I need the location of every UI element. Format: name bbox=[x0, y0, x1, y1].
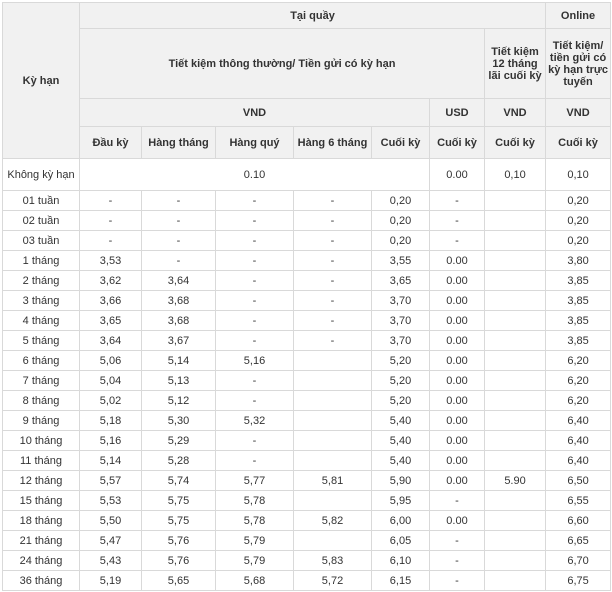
rate-cell-hang-6-thang: 5,81 bbox=[294, 471, 372, 491]
rate-cell-dau-ky: 5,06 bbox=[80, 351, 142, 371]
rate-cell-hang-6-thang: 5,72 bbox=[294, 571, 372, 591]
rate-cell-cuoi-ky-vnd: 5,20 bbox=[372, 391, 430, 411]
rate-cell-hang-6-thang bbox=[294, 411, 372, 431]
rate-cell-cuoi-ky-vnd: 3,70 bbox=[372, 331, 430, 351]
rate-cell-cuoi-ky-12 bbox=[485, 311, 546, 331]
term-cell: 15 tháng bbox=[3, 491, 80, 511]
rate-cell-dau-ky: 5,57 bbox=[80, 471, 142, 491]
rate-cell-hang-thang: 5,13 bbox=[142, 371, 216, 391]
header-currency-vnd-online: VND bbox=[546, 99, 611, 127]
rate-cell-cuoi-ky-12 bbox=[485, 391, 546, 411]
rate-cell-cuoi-ky-vnd: 5,90 bbox=[372, 471, 430, 491]
rate-cell-hang-quy: - bbox=[216, 311, 294, 331]
rate-cell-hang-6-thang: - bbox=[294, 251, 372, 271]
rate-cell-cuoi-ky-vnd: 3,70 bbox=[372, 291, 430, 311]
rate-cell-cuoi-ky-usd: 0.00 bbox=[430, 371, 485, 391]
rate-cell-cuoi-ky-online: 6,75 bbox=[546, 571, 611, 591]
rate-cell-cuoi-ky-12 bbox=[485, 531, 546, 551]
table-row bbox=[3, 411, 611, 431]
rate-cell-dau-ky: 5,14 bbox=[80, 451, 142, 471]
rate-cell-hang-thang: 5,30 bbox=[142, 411, 216, 431]
rate-cell-cuoi-ky-usd: 0.00 bbox=[430, 311, 485, 331]
rate-cell-hang-thang: 3,67 bbox=[142, 331, 216, 351]
term-cell: 5 tháng bbox=[3, 331, 80, 351]
rate-cell-hang-6-thang: 5,83 bbox=[294, 551, 372, 571]
table-row bbox=[3, 331, 611, 351]
rate-cell-dau-ky: 5,43 bbox=[80, 551, 142, 571]
table-row bbox=[3, 291, 611, 311]
rate-cell-cuoi-ky-usd: - bbox=[430, 551, 485, 571]
rate-cell-cuoi-ky-usd: 0.00 bbox=[430, 471, 485, 491]
rate-cell-hang-quy: 5,16 bbox=[216, 351, 294, 371]
col-header-dau-ky: Đầu kỳ bbox=[80, 127, 142, 159]
rate-cell-cuoi-ky-usd: 0.00 bbox=[430, 411, 485, 431]
rate-cell-cuoi-ky-online: 6,20 bbox=[546, 391, 611, 411]
rate-cell-hang-6-thang bbox=[294, 491, 372, 511]
table-row bbox=[3, 271, 611, 291]
table-row bbox=[3, 491, 611, 511]
rate-cell-cuoi-ky-12 bbox=[485, 251, 546, 271]
rate-cell-cuoi-ky-online: 3,85 bbox=[546, 311, 611, 331]
rate-cell-hang-6-thang: - bbox=[294, 311, 372, 331]
rate-cell-hang-6-thang: - bbox=[294, 291, 372, 311]
table-row bbox=[3, 211, 611, 231]
term-cell: 6 tháng bbox=[3, 351, 80, 371]
rate-cell-cuoi-ky-vnd: 6,10 bbox=[372, 551, 430, 571]
term-cell: 02 tuần bbox=[3, 211, 80, 231]
rate-cell-cuoi-ky-12 bbox=[485, 571, 546, 591]
rate-cell-cuoi-ky-12 bbox=[485, 291, 546, 311]
term-cell: 36 tháng bbox=[3, 571, 80, 591]
table-row bbox=[3, 431, 611, 451]
rate-cell-cuoi-ky-online: 6,65 bbox=[546, 531, 611, 551]
rate-cell-cuoi-ky-12 bbox=[485, 191, 546, 211]
rate-cell-cuoi-ky-12 bbox=[485, 491, 546, 511]
rate-cell-cuoi-ky-online: 6,70 bbox=[546, 551, 611, 571]
term-cell: 18 tháng bbox=[3, 511, 80, 531]
rate-cell-hang-thang: - bbox=[142, 191, 216, 211]
rate-cell-dau-ky: 5,02 bbox=[80, 391, 142, 411]
rate-cell-cuoi-ky-vnd: 3,55 bbox=[372, 251, 430, 271]
rate-cell-dau-ky: 5,04 bbox=[80, 371, 142, 391]
rate-cell-cuoi-ky-online: 6,20 bbox=[546, 371, 611, 391]
table-row bbox=[3, 531, 611, 551]
rate-cell-hang-thang: 5,76 bbox=[142, 551, 216, 571]
rate-cell-dau-ky: 3,53 bbox=[80, 251, 142, 271]
rate-cell-hang-quy: 5,78 bbox=[216, 491, 294, 511]
rate-cell-cuoi-ky-12 bbox=[485, 511, 546, 531]
rate-cell-hang-thang: 3,68 bbox=[142, 291, 216, 311]
rate-cell-cuoi-ky-12: 5.90 bbox=[485, 471, 546, 491]
rate-cell-cuoi-ky-online: 6,55 bbox=[546, 491, 611, 511]
rate-cell-hang-thang: 5,28 bbox=[142, 451, 216, 471]
interest-rate-table bbox=[2, 2, 611, 591]
rate-cell-cuoi-ky-online: 6,40 bbox=[546, 411, 611, 431]
term-cell: 12 tháng bbox=[3, 471, 80, 491]
rate-cell-cuoi-ky-usd: 0.00 bbox=[430, 431, 485, 451]
header-currency-vnd: VND bbox=[80, 99, 430, 127]
term-cell: 1 tháng bbox=[3, 251, 80, 271]
table-row bbox=[3, 451, 611, 471]
table-row bbox=[3, 371, 611, 391]
rate-cell-cuoi-ky-usd: 0.00 bbox=[430, 451, 485, 471]
rate-cell-cuoi-ky-online: 0,20 bbox=[546, 211, 611, 231]
rate-cell-hang-6-thang: - bbox=[294, 211, 372, 231]
col-header-hang-thang: Hàng tháng bbox=[142, 127, 216, 159]
rate-cell-cuoi-ky-12 bbox=[485, 371, 546, 391]
term-cell: 3 tháng bbox=[3, 291, 80, 311]
header-currency-usd: USD bbox=[430, 99, 485, 127]
rate-cell-cuoi-ky-vnd: 5,40 bbox=[372, 451, 430, 471]
term-cell: 01 tuần bbox=[3, 191, 80, 211]
rate-cell-dau-ky: 3,62 bbox=[80, 271, 142, 291]
col-header-hang-quy: Hàng quý bbox=[216, 127, 294, 159]
rate-cell-cuoi-ky-12 bbox=[485, 271, 546, 291]
term-cell: Không kỳ hạn bbox=[3, 159, 80, 191]
rate-cell-cuoi-ky-vnd: 6,00 bbox=[372, 511, 430, 531]
rate-cell-hang-quy: 5,68 bbox=[216, 571, 294, 591]
rate-cell-cuoi-ky-usd: - bbox=[430, 531, 485, 551]
rate-cell-cuoi-ky-usd: - bbox=[430, 491, 485, 511]
term-cell: 4 tháng bbox=[3, 311, 80, 331]
rate-cell-cuoi-ky-vnd: 3,65 bbox=[372, 271, 430, 291]
rate-cell-cuoi-ky-vnd: 6,05 bbox=[372, 531, 430, 551]
rate-cell-hang-quy: - bbox=[216, 451, 294, 471]
rate-cell-hang-quy: 5,77 bbox=[216, 471, 294, 491]
rate-cell-dau-ky: 5,50 bbox=[80, 511, 142, 531]
rate-cell-khong-ky-han-12: 0,10 bbox=[485, 159, 546, 191]
rate-cell-dau-ky: 5,16 bbox=[80, 431, 142, 451]
rate-cell-cuoi-ky-online: 3,85 bbox=[546, 271, 611, 291]
col-header-cuoi-ky-online: Cuối kỳ bbox=[546, 127, 611, 159]
rate-cell-cuoi-ky-usd: 0.00 bbox=[430, 291, 485, 311]
rate-cell-cuoi-ky-12 bbox=[485, 331, 546, 351]
rate-cell-hang-thang: 5,74 bbox=[142, 471, 216, 491]
rate-cell-khong-ky-han-online: 0,10 bbox=[546, 159, 611, 191]
rate-cell-hang-thang: - bbox=[142, 211, 216, 231]
rate-cell-cuoi-ky-usd: 0.00 bbox=[430, 351, 485, 371]
rate-cell-hang-6-thang: - bbox=[294, 191, 372, 211]
rate-cell-hang-6-thang: - bbox=[294, 331, 372, 351]
rate-cell-cuoi-ky-12 bbox=[485, 411, 546, 431]
rate-cell-hang-thang: 5,76 bbox=[142, 531, 216, 551]
rate-cell-dau-ky: - bbox=[80, 211, 142, 231]
table-row bbox=[3, 191, 611, 211]
rate-cell-cuoi-ky-12 bbox=[485, 351, 546, 371]
table-row bbox=[3, 391, 611, 411]
rate-cell-hang-quy: - bbox=[216, 191, 294, 211]
rate-cell-cuoi-ky-online: 0,20 bbox=[546, 231, 611, 251]
rate-cell-hang-thang: 3,68 bbox=[142, 311, 216, 331]
rate-cell-cuoi-ky-online: 6,40 bbox=[546, 431, 611, 451]
rate-cell-cuoi-ky-online: 3,85 bbox=[546, 331, 611, 351]
rate-cell-cuoi-ky-12 bbox=[485, 431, 546, 451]
rate-cell-dau-ky: 5,47 bbox=[80, 531, 142, 551]
table-row bbox=[3, 551, 611, 571]
col-header-cuoi-ky-usd: Cuối kỳ bbox=[430, 127, 485, 159]
rate-cell-cuoi-ky-12 bbox=[485, 211, 546, 231]
rate-cell-cuoi-ky-vnd: 6,15 bbox=[372, 571, 430, 591]
rate-cell-dau-ky: - bbox=[80, 231, 142, 251]
rate-cell-hang-thang: 5,12 bbox=[142, 391, 216, 411]
rate-cell-hang-quy: - bbox=[216, 271, 294, 291]
rate-cell-khong-ky-han-usd: 0.00 bbox=[430, 159, 485, 191]
rate-cell-cuoi-ky-12 bbox=[485, 231, 546, 251]
rate-cell-cuoi-ky-usd: - bbox=[430, 571, 485, 591]
rate-cell-hang-6-thang: 5,82 bbox=[294, 511, 372, 531]
rate-cell-cuoi-ky-usd: - bbox=[430, 211, 485, 231]
header-currency-vnd-12: VND bbox=[485, 99, 546, 127]
rate-cell-hang-quy: 5,78 bbox=[216, 511, 294, 531]
rate-cell-dau-ky: 5,53 bbox=[80, 491, 142, 511]
rate-cell-hang-thang: - bbox=[142, 231, 216, 251]
rate-cell-cuoi-ky-usd: 0.00 bbox=[430, 331, 485, 351]
rate-cell-cuoi-ky-online: 6,40 bbox=[546, 451, 611, 471]
rate-cell-cuoi-ky-12 bbox=[485, 451, 546, 471]
header-ky-han: Kỳ hạn bbox=[3, 3, 80, 159]
rate-cell-hang-thang: 3,64 bbox=[142, 271, 216, 291]
rate-cell-hang-thang: 5,65 bbox=[142, 571, 216, 591]
rate-cell-hang-quy: 5,79 bbox=[216, 531, 294, 551]
rate-cell-hang-6-thang bbox=[294, 531, 372, 551]
term-cell: 03 tuần bbox=[3, 231, 80, 251]
rate-cell-cuoi-ky-usd: 0.00 bbox=[430, 271, 485, 291]
rate-cell-hang-quy: 5,32 bbox=[216, 411, 294, 431]
rate-cell-hang-6-thang: - bbox=[294, 271, 372, 291]
rate-cell-hang-6-thang bbox=[294, 451, 372, 471]
rate-cell-dau-ky: 5,18 bbox=[80, 411, 142, 431]
rate-cell-cuoi-ky-usd: - bbox=[430, 191, 485, 211]
table-row-khong-ky-han bbox=[3, 159, 611, 191]
rate-cell-khong-ky-han-vnd: 0.10 bbox=[80, 159, 430, 191]
col-header-cuoi-ky-vnd: Cuối kỳ bbox=[372, 127, 430, 159]
rate-cell-cuoi-ky-usd: 0.00 bbox=[430, 251, 485, 271]
rate-cell-hang-quy: - bbox=[216, 291, 294, 311]
term-cell: 7 tháng bbox=[3, 371, 80, 391]
rate-cell-hang-6-thang bbox=[294, 371, 372, 391]
rate-cell-cuoi-ky-online: 3,85 bbox=[546, 291, 611, 311]
table-row bbox=[3, 511, 611, 531]
rate-cell-dau-ky: 3,64 bbox=[80, 331, 142, 351]
rate-cell-hang-quy: - bbox=[216, 391, 294, 411]
term-cell: 2 tháng bbox=[3, 271, 80, 291]
rate-cell-hang-6-thang bbox=[294, 351, 372, 371]
rate-cell-cuoi-ky-vnd: 5,95 bbox=[372, 491, 430, 511]
term-cell: 9 tháng bbox=[3, 411, 80, 431]
table-row bbox=[3, 251, 611, 271]
rate-cell-hang-quy: - bbox=[216, 431, 294, 451]
rate-cell-cuoi-ky-usd: 0.00 bbox=[430, 391, 485, 411]
header-tai-quay: Tại quầy bbox=[80, 3, 546, 29]
rate-cell-hang-quy: - bbox=[216, 231, 294, 251]
rate-cell-hang-thang: 5,14 bbox=[142, 351, 216, 371]
table-row bbox=[3, 311, 611, 331]
table-row bbox=[3, 571, 611, 591]
rate-cell-cuoi-ky-vnd: 5,20 bbox=[372, 351, 430, 371]
table-row bbox=[3, 231, 611, 251]
rate-cell-cuoi-ky-12 bbox=[485, 551, 546, 571]
rate-table-body bbox=[3, 159, 611, 591]
rate-cell-cuoi-ky-online: 3,80 bbox=[546, 251, 611, 271]
rate-cell-cuoi-ky-usd: 0.00 bbox=[430, 511, 485, 531]
rate-cell-hang-6-thang bbox=[294, 431, 372, 451]
rate-cell-cuoi-ky-vnd: 0,20 bbox=[372, 211, 430, 231]
rate-cell-hang-quy: 5,79 bbox=[216, 551, 294, 571]
rate-cell-dau-ky: - bbox=[80, 191, 142, 211]
rate-cell-cuoi-ky-vnd: 0,20 bbox=[372, 231, 430, 251]
table-row bbox=[3, 471, 611, 491]
col-header-cuoi-ky-12: Cuối kỳ bbox=[485, 127, 546, 159]
rate-cell-cuoi-ky-online: 0,20 bbox=[546, 191, 611, 211]
rate-cell-cuoi-ky-online: 6,20 bbox=[546, 351, 611, 371]
term-cell: 11 tháng bbox=[3, 451, 80, 471]
rate-cell-hang-thang: 5,75 bbox=[142, 491, 216, 511]
rate-cell-hang-6-thang bbox=[294, 391, 372, 411]
rate-cell-hang-thang: 5,75 bbox=[142, 511, 216, 531]
header-online: Online bbox=[546, 3, 611, 29]
rate-cell-cuoi-ky-online: 6,50 bbox=[546, 471, 611, 491]
rate-cell-cuoi-ky-vnd: 3,70 bbox=[372, 311, 430, 331]
rate-cell-cuoi-ky-online: 6,60 bbox=[546, 511, 611, 531]
col-header-hang-6-thang: Hàng 6 tháng bbox=[294, 127, 372, 159]
term-cell: 8 tháng bbox=[3, 391, 80, 411]
header-tiet-kiem-truc-tuyen: Tiết kiệm/ tiền gửi có kỳ hạn trực tuyến bbox=[546, 29, 611, 99]
rate-cell-hang-quy: - bbox=[216, 331, 294, 351]
table-row bbox=[3, 351, 611, 371]
rate-cell-hang-6-thang: - bbox=[294, 231, 372, 251]
rate-cell-dau-ky: 3,66 bbox=[80, 291, 142, 311]
rate-cell-dau-ky: 3,65 bbox=[80, 311, 142, 331]
rate-cell-cuoi-ky-vnd: 5,40 bbox=[372, 411, 430, 431]
term-cell: 21 tháng bbox=[3, 531, 80, 551]
header-tiet-kiem-thong-thuong: Tiết kiệm thông thường/ Tiền gửi có kỳ hạn bbox=[80, 29, 485, 99]
term-cell: 10 tháng bbox=[3, 431, 80, 451]
rate-cell-cuoi-ky-vnd: 5,20 bbox=[372, 371, 430, 391]
term-cell: 24 tháng bbox=[3, 551, 80, 571]
rate-cell-dau-ky: 5,19 bbox=[80, 571, 142, 591]
header-tiet-kiem-12-thang: Tiết kiệm 12 tháng lãi cuối kỳ bbox=[485, 29, 546, 99]
rate-cell-cuoi-ky-vnd: 5,40 bbox=[372, 431, 430, 451]
rate-cell-hang-quy: - bbox=[216, 251, 294, 271]
rate-cell-hang-thang: 5,29 bbox=[142, 431, 216, 451]
rate-cell-cuoi-ky-vnd: 0,20 bbox=[372, 191, 430, 211]
rate-cell-hang-quy: - bbox=[216, 371, 294, 391]
rate-cell-hang-thang: - bbox=[142, 251, 216, 271]
rate-cell-hang-quy: - bbox=[216, 211, 294, 231]
rate-cell-cuoi-ky-usd: - bbox=[430, 231, 485, 251]
